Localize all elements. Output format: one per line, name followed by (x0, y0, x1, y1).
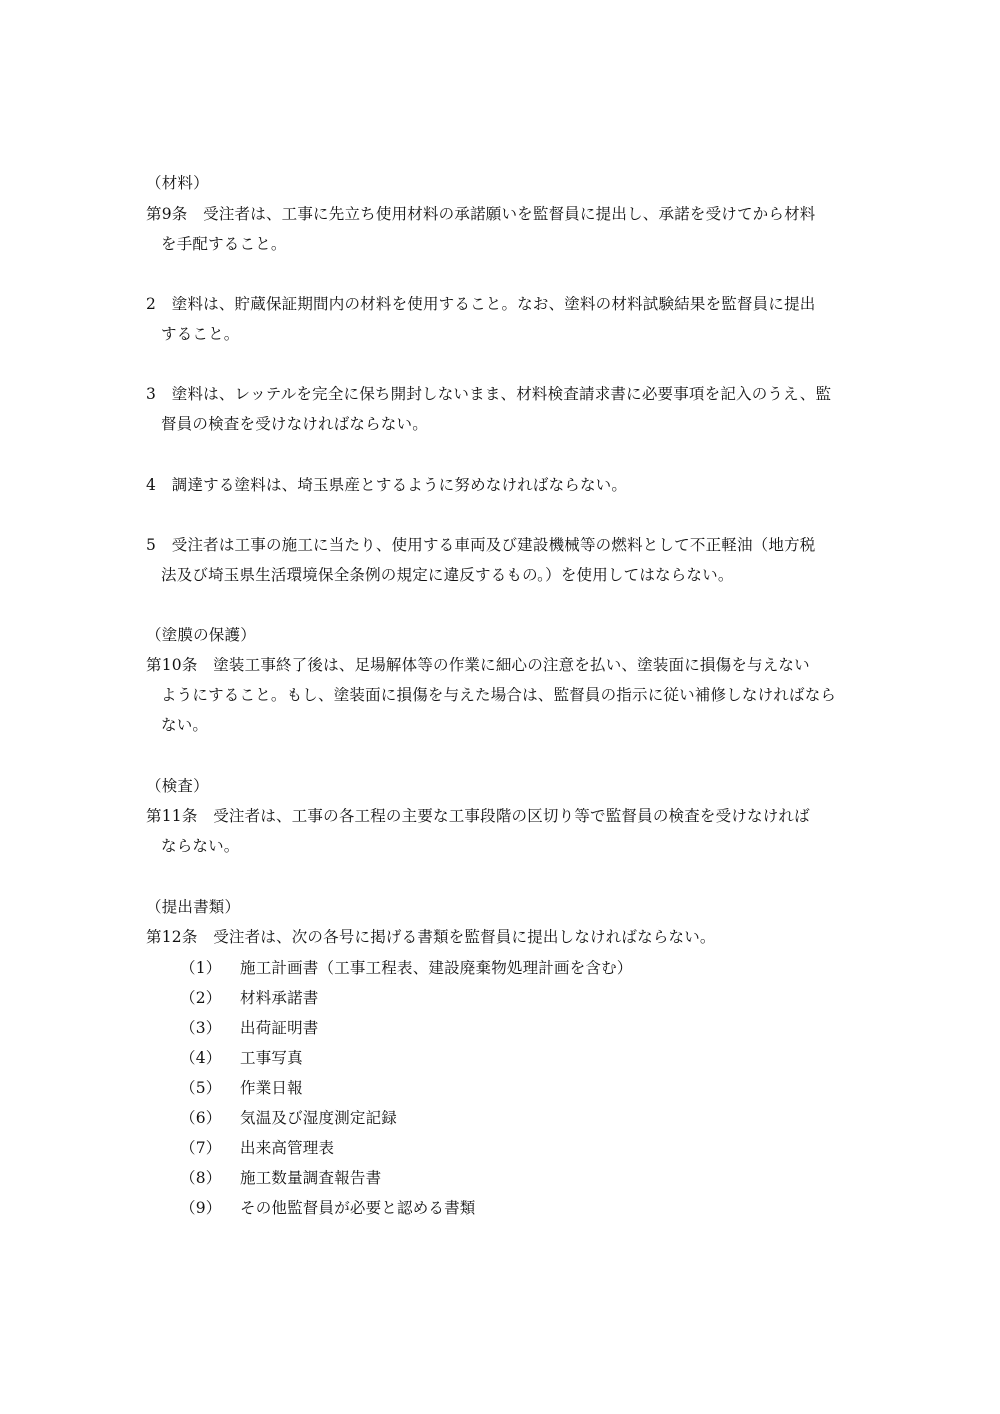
paragraph-4-line-1: 4 調達する塗料は、埼玉県産とするように努めなければならない。 (146, 476, 628, 494)
article-10 (146, 650, 858, 740)
article-10-line-3: ない。 (161, 716, 209, 734)
article-12-line-1: 第12条 受注者は、次の各号に掲げる書類を監督員に提出しなければならない。 (146, 928, 716, 946)
list-item-text: その他監督員が必要と認める書類 (240, 1199, 476, 1217)
list-item-text: 材料承諾書 (240, 989, 319, 1007)
list-item-number: （1） (180, 959, 222, 977)
paragraph-3 (146, 379, 858, 439)
list-item-number: （4） (180, 1049, 222, 1067)
paragraph-5-line-1: 5 受注者は工事の施工に当たり、使用する車両及び建設機械等の燃料として不正軽油（地方税 (146, 536, 816, 554)
section-heading-materials: （材料） (146, 174, 209, 192)
list-item-text: 出来高管理表 (240, 1139, 335, 1157)
article-11-line-1: 第11条 受注者は、工事の各工程の主要な工事段階の区切り等で監督員の検査を受けなければ (146, 807, 810, 825)
list-item-number: （3） (180, 1019, 222, 1037)
list-item-text: 施工計画書（工事工程表、建設廃棄物処理計画を含む） (240, 959, 633, 977)
paragraph-2-line-1: 2 塗料は、貯蔵保証期間内の材料を使用すること。なお、塗料の材料試験結果を監督員に提出 (146, 295, 816, 313)
section-heading-submission-documents: （提出書類） (146, 898, 241, 916)
article-11-line-2: ならない。 (161, 837, 240, 855)
paragraph-5 (146, 530, 858, 590)
list-item-number: （6） (180, 1109, 222, 1127)
list-item-text: 施工数量調査報告書 (240, 1169, 382, 1187)
article-12 (146, 922, 858, 952)
list-item-number: （2） (180, 989, 222, 1007)
article-10-line-1: 第10条 塗装工事終了後は、足場解体等の作業に細心の注意を払い、塗装面に損傷を与えない (146, 656, 810, 674)
list-item-number: （5） (180, 1079, 222, 1097)
paragraph-3-line-1: 3 塗料は、レッテルを完全に保ち開封しないまま、材料検査請求書に必要事項を記入のうえ、監 (146, 385, 832, 403)
paragraph-2-line-2: すること。 (161, 325, 240, 343)
list-item-number: （9） (180, 1199, 222, 1217)
article-9-line-1: 第9条 受注者は、工事に先立ち使用材料の承諾願いを監督員に提出し、承諾を受けてから材料 (146, 205, 816, 223)
paragraph-5-line-2: 法及び埼玉県生活環境保全条例の規定に違反するもの。）を使用してはならない。 (161, 566, 734, 584)
paragraph-2 (146, 289, 858, 349)
list-item-text: 工事写真 (240, 1049, 303, 1067)
paragraph-3-line-2: 督員の検査を受けなければならない。 (161, 415, 428, 433)
section-heading-inspection: （検査） (146, 777, 209, 795)
list-item-number: （7） (180, 1139, 222, 1157)
list-item-text: 出荷証明書 (240, 1019, 319, 1037)
article-11 (146, 801, 858, 861)
list-item-text: 作業日報 (240, 1079, 303, 1097)
paragraph-4 (146, 470, 858, 500)
section-heading-coating-protection: （塗膜の保護） (146, 626, 256, 644)
list-item-number: （8） (180, 1169, 222, 1187)
article-10-line-2: ようにすること。もし、塗装面に損傷を与えた場合は、監督員の指示に従い補修しなければなら (161, 686, 837, 704)
list-item-text: 気温及び湿度測定記録 (240, 1109, 398, 1127)
article-9 (146, 199, 858, 259)
article-9-line-2: を手配すること。 (161, 235, 287, 253)
